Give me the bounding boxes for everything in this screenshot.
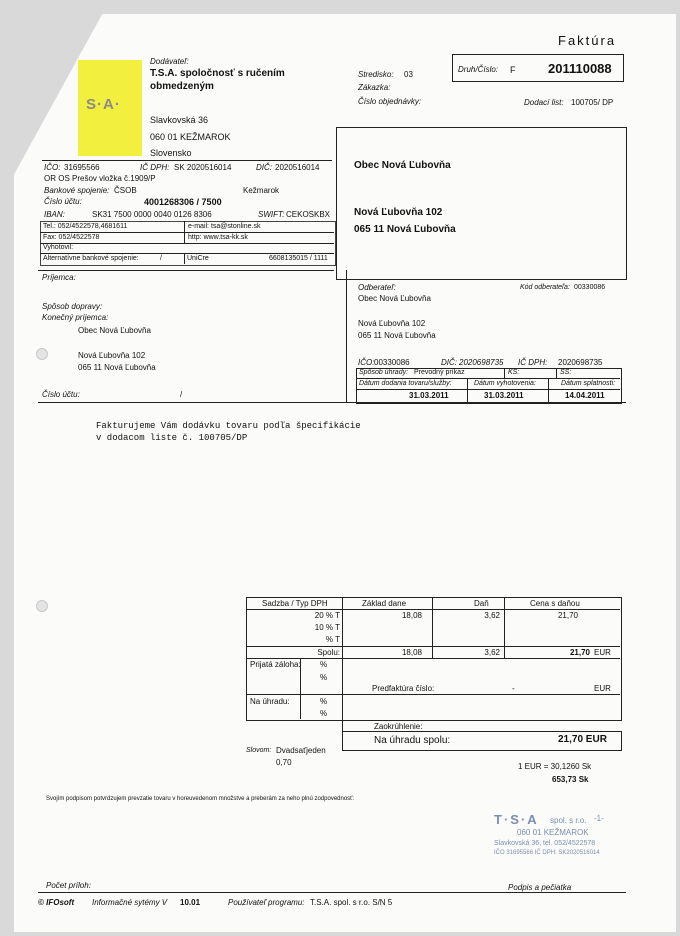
divider <box>38 402 626 403</box>
grand-total-label: Na úhradu spolu: <box>374 735 451 746</box>
payment-label: Spôsob úhrady: <box>359 369 409 376</box>
divider <box>246 694 620 695</box>
iban-label: IBAN: <box>44 210 65 219</box>
vat-sum-total: 21,70 <box>569 648 590 657</box>
final-recipient-street: Nová Ľubovňa 102 <box>78 351 146 360</box>
customer-code: 00330086 <box>574 284 606 291</box>
website: http: www.tsa-kk.sk <box>188 234 248 241</box>
customer-code-label: Kód odberateľa: <box>520 284 570 291</box>
customer-name: Obec Nová Ľubovňa <box>358 294 431 303</box>
logo-text: S·A· <box>86 96 121 113</box>
ico-value: 31695566 <box>64 163 100 172</box>
register-note: OR OS Prešov vložka č.1909/P <box>44 174 156 183</box>
sk-total: 653,73 Sk <box>552 775 589 784</box>
stamp-number: -1- <box>594 814 604 823</box>
final-recipient-label: Konečný príjemca: <box>42 313 109 322</box>
vat-header-tax: Daň <box>474 599 489 608</box>
left-account-label: Číslo účtu: <box>42 390 80 399</box>
alt-account: 6608135015 / 1111 <box>269 255 328 262</box>
invoice-number: 201110088 <box>548 61 612 76</box>
transport-label: Spôsob dopravy: <box>42 302 103 311</box>
divider <box>346 270 347 402</box>
divider <box>504 368 505 378</box>
type-label: Druh/Číslo: <box>458 65 499 74</box>
attachments-label: Počet príloh: <box>46 881 91 890</box>
divider <box>246 646 620 647</box>
divider <box>440 694 520 695</box>
divider <box>40 253 334 254</box>
delivery-date: 31.03.2011 <box>409 391 449 400</box>
account-label: Číslo účtu: <box>44 197 82 206</box>
vat-row-tax: 3,62 <box>484 611 500 620</box>
left-account-sep: / <box>180 390 183 399</box>
ico-label: IČO: <box>44 163 61 172</box>
address-city: 065 11 Nová Ľubovňa <box>354 224 456 235</box>
pay-label: Na úhradu: <box>250 697 290 706</box>
dic-value: 2020516014 <box>275 163 320 172</box>
words-label: Slovom: <box>246 747 272 754</box>
center-label: Stredisko: <box>358 70 394 79</box>
divider <box>38 892 626 893</box>
divider <box>467 378 468 402</box>
tel: Tel.: 052/4522578,4681611 <box>43 223 128 230</box>
bank-label: Bankové spojenie: <box>44 186 110 195</box>
company-logo <box>78 60 142 156</box>
grand-total: 21,70 EUR <box>558 734 607 745</box>
stamp-address: Slavkovská 36, tel. 052/4522578 <box>494 840 596 847</box>
divider <box>548 378 549 402</box>
divider <box>184 221 185 243</box>
divider <box>432 597 433 658</box>
vat-sum-tax: 3,62 <box>484 648 500 657</box>
divider <box>184 253 185 264</box>
vat-row-rate: % T <box>325 635 340 644</box>
vat-row-total: 21,70 <box>557 611 578 620</box>
address-window <box>336 127 627 280</box>
document-title: Faktúra <box>558 33 617 48</box>
customer-icdph-label: IČ DPH: <box>518 358 548 367</box>
customer-street: Nová Ľubovňa 102 <box>358 319 426 328</box>
due-date-label: Dátum splatnosti: <box>561 380 616 387</box>
supplier-country: Slovensko <box>150 148 192 158</box>
bank-city: Kežmarok <box>243 186 280 195</box>
body-line-2: v dodacom liste č. 100705/DP <box>96 433 248 443</box>
icdph-value: SK 2020516014 <box>174 163 232 172</box>
user-label: Používateľ programu: <box>228 898 305 907</box>
vat-header-rate: Sadzba / Typ DPH <box>262 599 328 608</box>
alt-bank-sep: / <box>160 255 162 262</box>
supplier-name-2: obmedzeným <box>150 81 214 92</box>
address-name: Obec Nová Ľubovňa <box>354 160 451 171</box>
customer-city: 065 11 Nová Ľubovňa <box>358 331 436 340</box>
punch-hole <box>36 348 48 360</box>
recipient-label: Príjemca: <box>42 273 76 282</box>
vat-sum-base: 18,08 <box>401 648 422 657</box>
sign-label: Podpis a pečiatka <box>508 883 572 892</box>
delivery-date-label: Dátum dodania tovaru/služby: <box>359 380 452 387</box>
vat-header-total: Cena s daňou <box>530 599 580 608</box>
divider <box>504 597 505 658</box>
stamp-logo: T·S·A <box>494 812 539 827</box>
issue-date: 31.03.2011 <box>484 391 524 400</box>
divider <box>40 243 334 244</box>
system-label: Informačné sytémy V <box>92 898 168 907</box>
rounding-label: Zaokrúhlenie: <box>374 722 423 731</box>
customer-dic-label: DIČ: <box>441 358 457 367</box>
swift-value: CEKOSKBX <box>286 210 331 219</box>
final-recipient-name: Obec Nová Ľubovňa <box>78 326 151 335</box>
payment-method: Prevodný príkaz <box>414 369 465 376</box>
vat-sum-currency: EUR <box>594 648 611 657</box>
customer-ico-label: IČO: <box>358 358 375 367</box>
vat-row-rate: 10 % T <box>314 623 340 632</box>
iban-value: SK31 7500 0000 0040 0126 8306 <box>92 210 212 219</box>
vat-sum-label: Spolu: <box>317 648 340 657</box>
proforma-dash: - <box>512 684 515 693</box>
stamp-ids: IČO 31695566 IČ DPH: SK2020516014 <box>494 850 600 856</box>
address-street: Nová Ľubovňa 102 <box>354 207 443 218</box>
words-value-2: 0,70 <box>276 758 292 767</box>
delivery-value: 100705/ DP <box>571 98 614 107</box>
issued-by: Vyhotovil: <box>43 244 74 251</box>
alt-bank-label: Alternatívne bankové spojenie: <box>43 255 139 262</box>
customer-dic: 2020698735 <box>459 358 504 367</box>
brand: © IFOsoft <box>38 898 75 907</box>
dic-label: DIČ: <box>256 163 272 172</box>
advance-pct-2: % <box>320 673 328 682</box>
stamp-name: spol. s r.o. <box>550 816 587 825</box>
proforma-label: Predfaktúra číslo: <box>372 684 435 693</box>
order-label: Zákazka: <box>358 83 391 92</box>
supplier-street: Slavkovská 36 <box>150 115 209 125</box>
words-value: Dvadsaťjeden <box>276 746 326 755</box>
customer-label: Odberateľ: <box>358 283 396 292</box>
body-line-1: Fakturujeme Vám dodávku tovaru podľa špecifikácie <box>96 421 361 431</box>
swift-label: SWIFT: <box>258 210 285 219</box>
pay-pct-1: % <box>320 697 328 706</box>
supplier-name: T.S.A. spoločnosť s ručením <box>150 68 285 79</box>
pay-pct-2: % <box>320 709 328 718</box>
email: e-mail: tsa@stonline.sk <box>188 223 261 230</box>
divider <box>38 270 334 271</box>
advance-label: Prijatá záloha: <box>250 660 301 669</box>
due-date: 14.04.2011 <box>565 391 605 400</box>
supplier-label: Dodávateľ: <box>150 57 189 66</box>
center-value: 03 <box>404 70 413 79</box>
divider <box>556 368 557 378</box>
account-value: 4001268306 / 7500 <box>144 197 222 207</box>
bank-value: ČSOB <box>114 186 137 195</box>
divider <box>246 658 620 659</box>
divider <box>356 389 620 390</box>
vat-row-base: 18,08 <box>401 611 422 620</box>
version: 10.01 <box>180 898 201 907</box>
alt-bank: UniCre <box>187 255 209 262</box>
customer-icdph: 2020698735 <box>558 358 603 367</box>
proforma-currency: EUR <box>594 684 611 693</box>
ss-label: SS: <box>560 369 572 376</box>
vat-row-rate: 20 % T <box>314 611 340 620</box>
advance-pct-1: % <box>320 660 328 669</box>
stamp-city: 060 01 KEŽMAROK <box>517 828 589 837</box>
customer-ico: 00330086 <box>374 358 410 367</box>
issue-date-label: Dátum vyhotovenia: <box>474 380 536 387</box>
delivery-label: Dodací list: <box>524 98 564 107</box>
divider <box>42 160 332 161</box>
vat-header-base: Základ dane <box>362 599 407 608</box>
divider <box>246 609 620 610</box>
user-value: T.S.A. spol. s r.o. S/N 5 <box>310 898 393 907</box>
divider <box>40 232 334 233</box>
icdph-label: IČ DPH: <box>140 163 170 172</box>
divider <box>342 597 343 743</box>
exchange-rate: 1 EUR = 30,1260 Sk <box>518 762 592 771</box>
po-label: Číslo objednávky: <box>358 97 422 106</box>
punch-hole <box>36 600 48 612</box>
final-recipient-city: 065 11 Nová Ľubovňa <box>78 363 156 372</box>
type-value: F <box>510 65 516 75</box>
ks-label: KS: <box>508 369 520 376</box>
supplier-city: 060 01 KEŽMAROK <box>150 132 231 142</box>
signature-note: Svojím podpisom potvrdzujem prevzatie tovaru v horeuvedenom množstve a preberám za neho plnú zodpovednosť: <box>46 796 355 802</box>
fax: Fax: 052/4522578 <box>43 234 100 241</box>
divider <box>356 378 620 379</box>
